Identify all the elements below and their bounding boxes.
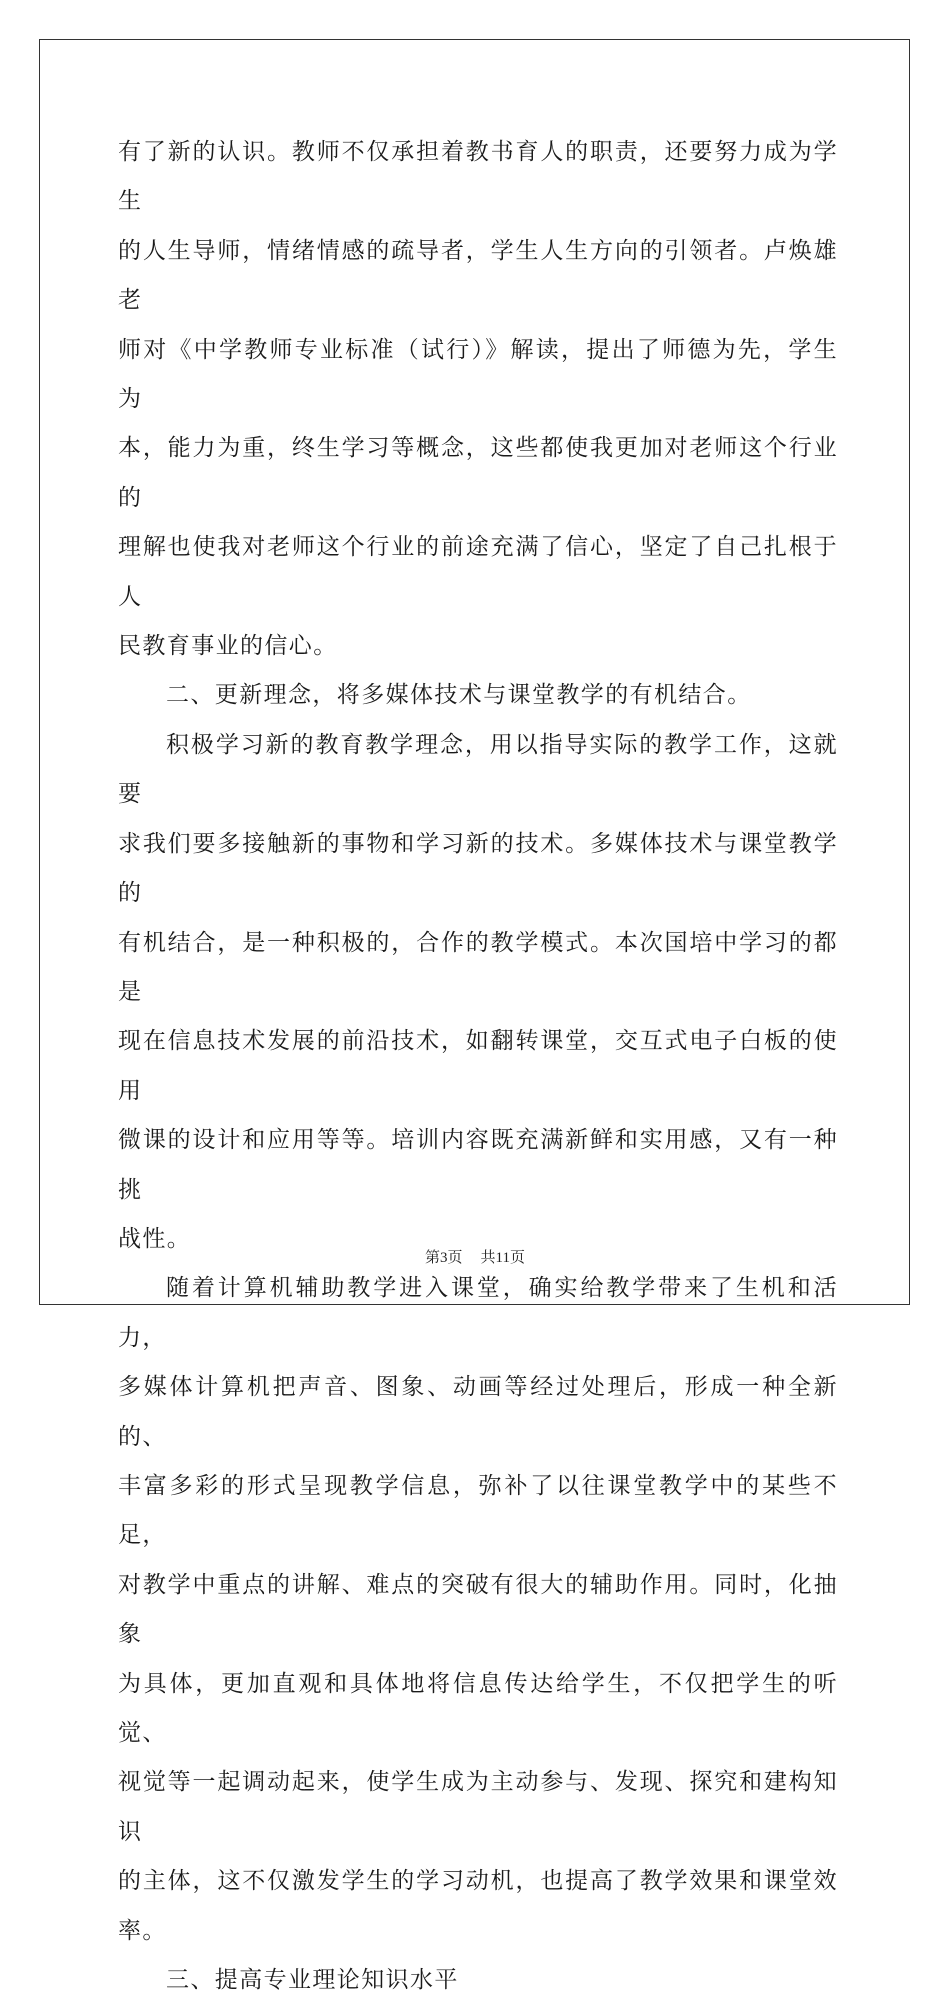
paragraph-3: 随着计算机辅助教学进入课堂，确实给教学带来了生机和活力， 多媒体计算机把声音、图象、动画等经过处理后，形成一种全新的、 丰富多彩的形式呈现教学信息，弥补了以往课堂教学中的某些不足， 对教学中重点的讲解、难点的突破有很大的辅助作用。同时，化抽象 为具体，更加直观和具体地将信息传达给学生，不仅把学生的听觉、 视觉等一起调动起来，使学生成为主动参与、发现、探究和建构知识 的主体，这不仅激发学生的学习动机，也提高了教学效果和课堂效率。 [118,1275,838,1944]
section-heading-2: 二、更新理念，将多媒体技术与课堂教学的有机结合。 [166,682,752,709]
page-footer [0,1246,950,1267]
paragraph-1: 有了新的认识。教师不仅承担着教书育人的职责，还要努力成为学生 的人生导师，情绪情感的疏导者，学生人生方向的引领者。卢焕雄老 师对《中学教师专业标准（试行）》解读，提出了师德为先，学生为 本，能力为重，终生学习等概念，这些都使我更加对老师这个行业的 理解也使我对老师这个行业的前途充满了信心，坚定了自己扎根于人 民教育事业的信心。 [118,139,838,660]
paragraph-2: 积极学习新的教育教学理念，用以指导实际的教学工作，这就要 求我们要多接触新的事物和学习新的技术。多媒体技术与课堂教学的 有机结合，是一种积极的，合作的教学模式。本次国培中学习的都是 现在信息技术发展的前沿技术，如翻转课堂，交互式电子白板的使用 微课的设计和应用等等。培训内容既充满新鲜和实用感，又有一种挑 战性。 [118,731,838,1252]
page-number: 第3页 [425,1250,463,1266]
document-body [118,128,838,2005]
section-heading-3: 三、提高专业理论知识水平 [166,1967,459,1994]
page-total: 共11页 [480,1250,525,1266]
